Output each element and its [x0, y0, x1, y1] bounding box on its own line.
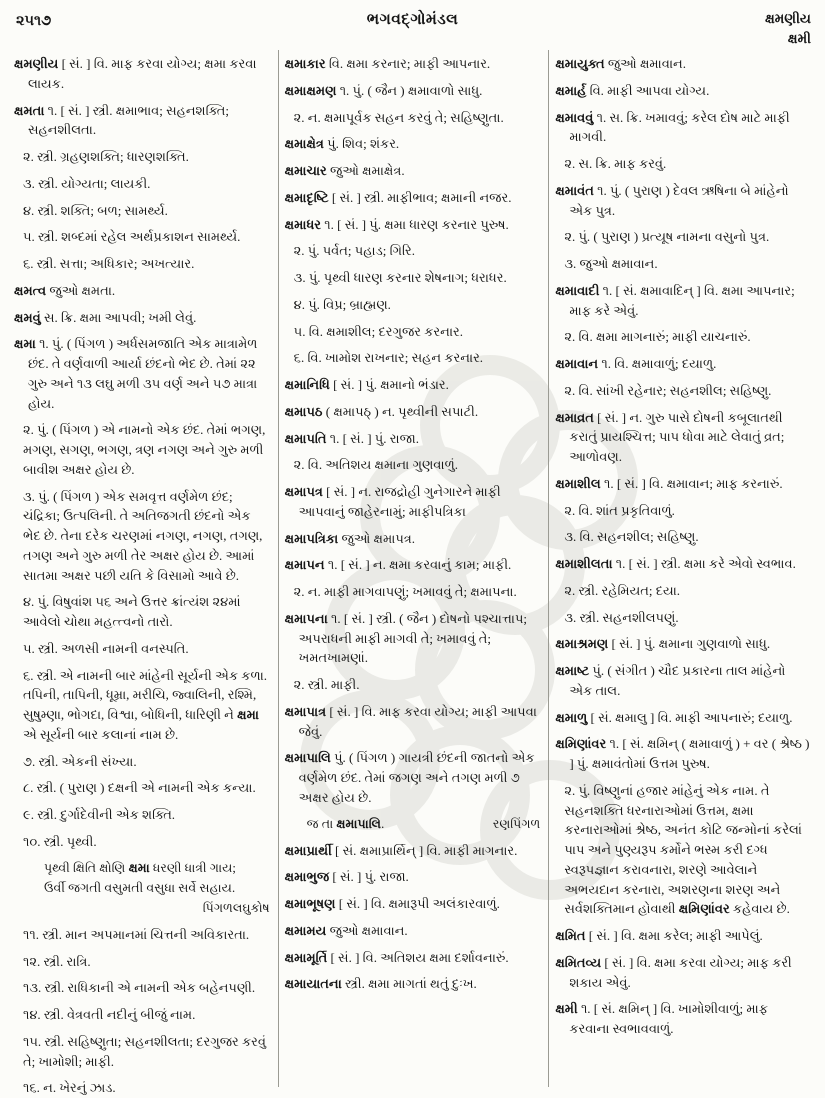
- dictionary-entry: ક્ષમાળુ [ સં. ક્ષમાલુ ] વિ. માફી આપનારું; દયાળુ.: [555, 709, 793, 725]
- sense-line: ૩. જુઓ ક્ષમાવાન.: [564, 256, 658, 271]
- headword: ક્ષમાશીલ: [555, 475, 601, 491]
- headword: ક્ષમાળુ: [555, 709, 588, 725]
- dictionary-entry: ક્ષમાચાર જુઓ ક્ષમાક્ષેત્ર.: [284, 163, 405, 178]
- sense-line: ૬. સ્ત્રી. સત્તા; અધિકાર; અખત્યાર.: [23, 256, 195, 271]
- sense-line: ૧૦. સ્ત્રી. પૃથ્વી.: [23, 833, 97, 849]
- dictionary-entry: ક્ષમિણાંવર ૧. [ સં. ક્ષમિન્ ( ક્ષમાવાળું ) + વર ( શ્રેષ્ઠ ) ] પું. ક્ષમાવંતોમાં ઉત્તમ પુરુષ.: [555, 736, 810, 771]
- dictionary-entry: ક્ષમાવંત ૧. પું. ( પુરાણ ) દેવલ ઋષિના બે માંહેનો એક પુત્ર.: [555, 182, 789, 218]
- dictionary-entry: ક્ષમાક્ષમણ ૧. પું. ( જૈન ) ક્ષમાવાળો સાધુ.: [284, 82, 483, 98]
- sense-line: ૨. વિ. શાંત પ્રકૃતિવાળું.: [564, 502, 675, 518]
- headword: ક્ષમાયુક્ત: [555, 56, 605, 71]
- dictionary-entry: ક્ષમવું સ. ક્રિ. ક્ષમા આપવી; ખમી લેવું.: [14, 309, 197, 325]
- headword: ક્ષમાશ્રમણ: [555, 636, 609, 652]
- sense-line: ૨. પું. પર્વત; પહાડ; ગિરિ.: [293, 243, 415, 259]
- dictionary-entry: ક્ષમાપના ૧. [ સં. ] સ્ત્રી. ( જૈન ) દોષનો પશ્ચાત્તાપ; અપરાધની માફી માગવી તે; ખમાવવું તે; ખમતખામણાં.: [284, 610, 527, 666]
- dictionary-entry: ક્ષમાયાતના સ્ત્રી. ક્ષમા માગતાં થતું દુઃખ.: [284, 976, 477, 992]
- dictionary-entry: ક્ષમાભૂષણ [ સં. ] વિ. ક્ષમારૂપી અલંકારવાળું.: [284, 896, 500, 912]
- guide-word-bottom: ક્ષમી: [787, 31, 811, 47]
- dictionary-entry: ક્ષમાવવું ૧. સ. ક્રિ. ખમાવવું; કરેલ દોષ માટે માફી માગવી.: [555, 109, 790, 145]
- sense-line: ૫. સ્ત્રી. અળસી નામની વનસ્પતિ.: [23, 640, 189, 656]
- sense-line: ૯. સ્ત્રી. દુર્ગાદેવીની એક શક્તિ.: [23, 807, 176, 822]
- sense-line: ૩. સ્ત્રી. યોગ્યતા; લાયકી.: [23, 175, 151, 191]
- dictionary-entry: ક્ષમાવાન ૧. વિ. ક્ષમાવાળું; દયાળુ.: [555, 356, 717, 371]
- dictionary-entry: ક્ષમાપાત્ર [ સં. ] વિ. માફ કરવા યોગ્ય; માફી આપવા જેવું.: [284, 703, 537, 739]
- guide-word-top: ક્ષમણીય: [764, 11, 811, 26]
- dictionary-entry: ક્ષમા ૧. પું. ( પિંગળ ) અર્ધસમજાતિ એક માત્રામેળ છંદ. તે વર્ણવાળી આર્યા છંદનો ભેદ છે. તેમાં ૨૨ ગુરુ અને ૧૩ લઘુ મળી ૩૫ વર્ણ અને ૫૭ માત્રા હોય.: [14, 336, 258, 411]
- sense-line: ૮. સ્ત્રી. ( પુરાણ ) દક્ષની એ નામની એક કન્યા.: [23, 780, 256, 796]
- sense-line: ૧૩. સ્ત્રી. રાધિકાની એ નામની એક બહેનપણી.: [23, 980, 256, 996]
- headword: ક્ષમાદૃષ્ટિ: [284, 189, 329, 205]
- column-1: [8, 50, 278, 1096]
- sense-line: ૨. ન. ક્ષમાપૂર્વક સહન કરવું તે; સહિષ્ણુતા.: [293, 109, 504, 125]
- sense-line: ૪. પું. વિષુવાંશ ૫૬ અને ઉત્તર ક્રાંત્યંશ ૨૪માં આવેલો ચોથા મહત્ત્વનો તારો.: [23, 594, 241, 629]
- guide-words: [765, 9, 811, 50]
- dictionary-entry: ક્ષમાદૃષ્ટિ [ સં. ] સ્ત્રી. માફીભાવ; ક્ષમાની નજર.: [284, 189, 512, 205]
- dictionary-entry: ક્ષમિત [ સં. ] વિ. ક્ષમા કરેલ; માફી આપેલું.: [555, 928, 763, 943]
- headword: ક્ષમાપત્રિકા: [284, 530, 339, 546]
- sense-line: ૪. પું. વિપ્ર; બ્રાહ્મણ.: [293, 296, 391, 312]
- verse-line: પૃથ્વી ક્ષિતિ ક્ષોણિ ક્ષમા ધરણી ધાત્રી ગાય;: [44, 860, 236, 875]
- headword: ક્ષમત્વ: [14, 282, 47, 298]
- headword: ક્ષમાપઠ: [284, 403, 323, 419]
- headword: ક્ષમાભૂષણ: [284, 896, 336, 912]
- headword: ક્ષમાશીલતા: [555, 556, 613, 571]
- headword: ક્ષમામૂર્તિ: [284, 949, 328, 965]
- headword: ક્ષમાચાર: [284, 163, 327, 178]
- dictionary-entry: ક્ષમાષ્ટ પું. ( સંગીત ) ચૌદ પ્રકારના તાલ માંહેનો એક તાલ.: [555, 663, 786, 698]
- sense-line: ૬. વિ. ખામોશ રાખનાર; સહન કરનાર.: [293, 350, 484, 366]
- dictionary-entry: ક્ષમાનિધિ [ સં. ] પું. ક્ષમાનો ભંડાર.: [284, 377, 449, 392]
- headword: ક્ષમાકાર: [284, 56, 326, 71]
- citation-source: રણપિંગળ: [492, 816, 541, 831]
- dictionary-entry: ક્ષમાપ્રાર્થી [ સં. ક્ષમાપ્રાર્થિન્ ] વિ. માફી માગનાર.: [284, 842, 518, 858]
- column-2: [278, 50, 549, 1087]
- headword: ક્ષમતા: [14, 102, 45, 118]
- dictionary-entry: ક્ષમાપઠ ( ક્ષમાપઠ્ ) ન. પૃથ્વીની સપાટી.: [284, 403, 479, 419]
- headword: ક્ષમાપતિ: [284, 430, 327, 446]
- sense-line: ૨. સ્ત્રી. ગ્રહણશક્તિ; ધારણશક્તિ.: [23, 149, 189, 164]
- headword: ક્ષમવું: [14, 309, 41, 325]
- headword: ક્ષમિત: [555, 928, 586, 943]
- dictionary-entry: ક્ષમામય જુઓ ક્ષમાવાન.: [284, 922, 408, 938]
- dictionary-entry: ક્ષમાધર ૧. [ સં. ] પું. ક્ષમા ધારણ કરનાર પુરુષ.: [284, 216, 509, 232]
- sense-line: ૬. સ્ત્રી. એ નામની બાર માંહેની સૂર્યની એક કળા. તપિની, તાપિની, ધૂમ્રા, મરીચિ, જ્વાલિની, રશ્મિ, સુષુમ્ણા, ભોગદા, વિશ્વા, બોધિની, ધારિણી ને ક્ષમા એ સૂર્યની બાર કલાનાં નામ છે.: [23, 667, 268, 742]
- sense-line: ૨. સ્ત્રી. રહેમિયત; દયા.: [564, 582, 681, 598]
- citation-scheme: જ તા ક્ષમાપાલિ.: [306, 816, 385, 831]
- dictionary-entry: ક્ષમાપન ૧. [ સં. ] ન. ક્ષમા કરવાનું કામ; માફી.: [284, 557, 512, 573]
- dictionary-entry: ક્ષમી ૧. [ સં. ક્ષમિન્ ] વિ. ખામોશીવાળું; માફ કરવાના સ્વભાવવાળું.: [555, 1001, 768, 1036]
- dictionary-entry: ક્ષમાભુજ [ સં. ] પું. રાજા.: [284, 869, 409, 885]
- sense-line: ૨. સ્ત્રી. માફી.: [293, 677, 360, 692]
- verse-line: ઉર્વી જગતી વસુમતી વસુધા સર્વે સહાય.: [44, 880, 236, 895]
- headword: ક્ષમિતવ્ય: [555, 954, 602, 970]
- sense-line: ૨. સ. ક્રિ. માફ કરવું.: [564, 156, 667, 171]
- headword: ક્ષમાપાત્ર: [284, 703, 327, 719]
- headword: ક્ષમાભુજ: [284, 869, 330, 885]
- attribution: પિંગળલઘુકોષ: [202, 900, 270, 915]
- dictionary-entry: ક્ષમાપતિ ૧. [ સં. ] પું. રાજા.: [284, 430, 419, 446]
- headword: ક્ષમાપાલિ: [284, 750, 331, 766]
- headword: ક્ષમાપના: [284, 610, 328, 626]
- sense-line: ૨. વિ. સાંખી રહેનાર; સહનશીલ; સહિષ્ણુ.: [564, 382, 772, 398]
- headword: ક્ષમા: [14, 336, 36, 352]
- dictionary-entry: ક્ષમાક્ષેત્ર પું. શિવ; શંકર.: [284, 136, 400, 152]
- dictionary-entry: ક્ષમાપાલિ પું. ( પિંગળ ) ગાયત્રી છંદની જાતનો એક વર્ણમેળ છંદ. તેમાં જગણ અને તગણ મળી ૭ અક્ષર હોય છે.: [284, 750, 535, 805]
- dictionary-entry: ક્ષમાપત્ર [ સં. ] ન. રાજદ્રોહી ગુનેગારને માફી આપવાનું જાહેરનામું; માફીપત્રિકા: [284, 484, 501, 519]
- sense-line: ૫. સ્ત્રી. શબ્દમાં રહેલ અર્થપ્રકાશન સામર્થ્ય.: [23, 229, 241, 245]
- sense-line: ૧૬. ન. ખેરનું ઝાડ.: [23, 1080, 116, 1096]
- headword: ક્ષમાષ્ટ: [555, 663, 590, 678]
- headword: ક્ષમાક્ષમણ: [284, 82, 337, 98]
- dictionary-entry: ક્ષમાયુક્ત જુઓ ક્ષમાવાન.: [555, 56, 686, 71]
- headword: ક્ષમાર્હ: [555, 82, 587, 98]
- dictionary-entry: ક્ષમાવાદી ૧. [ સં. ક્ષમાવાદિન્ ] વિ. ક્ષમા આપનાર; માફ કરે એવું.: [555, 282, 795, 318]
- dictionary-page-body: [8, 50, 819, 1096]
- headword: ક્ષમાવવું: [555, 109, 594, 125]
- sense-line: ૪. સ્ત્રી. શક્તિ; બળ; સામર્થ્ય.: [23, 202, 168, 218]
- sense-line: ૧૫. સ્ત્રી. સહિષ્ણુતા; સહનશીલતા; દરગુજર કરવું તે; ખામોશી; માફી.: [23, 1033, 267, 1069]
- headword: ક્ષમાપ્રાર્થી: [284, 842, 332, 858]
- headword: ક્ષમાધર: [284, 216, 321, 232]
- dictionary-entry: ક્ષમાપત્રિકા જુઓ ક્ષમાપત્ર.: [284, 530, 416, 546]
- headword: ક્ષમાવંત: [555, 182, 594, 198]
- column-3: [548, 50, 819, 1087]
- sense-line: ૨. ન. માફી માગવાપણું; ખમાવવું તે; ક્ષમાપના.: [293, 584, 517, 599]
- sense-line: ૨. પું. ( પુરાણ ) પ્રત્યૂષ નામના વસુનો પુત્ર.: [564, 229, 770, 245]
- dictionary-entry: ક્ષમાર્હ વિ. માફી આપવા યોગ્ય.: [555, 82, 710, 98]
- headword: ક્ષમાનિધિ: [284, 377, 330, 392]
- dictionary-entry: ક્ષમાકાર વિ. ક્ષમા કરનાર; માફી આપનાર.: [284, 56, 491, 71]
- sense-line: ૨. પું. વિષ્ણુનાં હજાર માંહેનું એક નામ. તે સહનશક્તિ ધરનારાઓમાં ઉત્તમ, ક્ષમા કરનારાઓમાં શ્રેષ્ઠ, અનંત કોટિ જન્મોનાં કરેલાં પાપ અને પુણ્યરૂપ કર્મોને ભસ્મ કરી દગ્ધ સ્વરૂપજ્ઞાન કરાવનારા, શરણે આવેલાને અભયદાન કરનારા, અશરણના શરણ અને સર્વશક્તિમાન હોવાથી ક્ષમિણાંવર કહેવાય છે.: [564, 782, 802, 917]
- sense-line: ૨. વિ. અતિશય ક્ષમાના ગુણવાળું.: [293, 457, 458, 473]
- sense-line: ૧૪. સ્ત્રી. વેત્રવતી નદીનું બીજું નામ.: [23, 1007, 196, 1023]
- headword: ક્ષમી: [555, 1001, 578, 1017]
- sense-line: ૩. પું. પૃથ્વી ધારણ કરનાર શેષનાગ; ધરાધર.: [293, 270, 507, 285]
- headword: ક્ષમાપત્ર: [284, 484, 323, 499]
- sense-line: ૧૨. સ્ત્રી. રાત્રિ.: [23, 953, 91, 969]
- headword: ક્ષમિણાંવર: [555, 736, 607, 752]
- headword: ક્ષમાવાદી: [555, 282, 600, 298]
- dictionary-entry: ક્ષમાશીલતા ૧. [ સં. ] સ્ત્રી. ક્ષમા કરે એવો સ્વભાવ.: [555, 556, 796, 571]
- headword: ક્ષમાવ્રત: [555, 409, 594, 425]
- sense-line: ૩. પું. ( પિંગળ ) એક સમવૃત્ત વર્ણમેળ છંદ; ચંદ્રિકા; ઉત્પલિની. તે અતિજગતી છંદનો એક ભેદ છે. તેના દરેક ચરણમાં નગણ, નગણ, તગણ, તગણ અને ગુરુ મળી તેર અક્ષર હોય છે. આમાં સાતમા અક્ષર પછી યતિ કે વિસામો આવે છે.: [23, 488, 263, 583]
- sense-line: ૩. સ્ત્રી. સહનશીલપણું.: [564, 609, 679, 625]
- dictionary-entry: ક્ષમિતવ્ય [ સં. ] વિ. ક્ષમા કરવા યોગ્ય; માફ કરી શકાય એવું.: [555, 954, 792, 990]
- dictionary-entry: ક્ષમતા ૧. [ સં. ] સ્ત્રી. ક્ષમાભાવ; સહનશક્તિ; સહનશીલતા.: [14, 102, 229, 138]
- headword: ક્ષમણીય: [14, 56, 59, 71]
- sense-line: ૩. વિ. સહનશીલ; સહિષ્ણુ.: [564, 529, 699, 545]
- dictionary-entry: ક્ષમણીય [ સં. ] વિ. માફ કરવા યોગ્ય; ક્ષમા કરવા લાયક.: [14, 56, 257, 91]
- dictionary-entry: ક્ષમાશ્રમણ [ સં. ] પું. ક્ષમાના ગુણવાળો સાધુ.: [555, 636, 771, 652]
- sense-line: ૨. વિ. ક્ષમા માગનારું; માફી યાચનારું.: [564, 329, 751, 345]
- sense-line: ૧૧. સ્ત્રી. માન અપમાનમાં ચિત્તની અવિકારતા.: [23, 926, 250, 942]
- headword: ક્ષમાક્ષેત્ર: [284, 136, 324, 152]
- page-title: ભગવદ્ગોમંડલ: [366, 11, 459, 28]
- dictionary-entry: ક્ષમત્વ જુઓ ક્ષમતા.: [14, 282, 116, 298]
- headword: ક્ષમામય: [284, 922, 327, 938]
- citation-line: [285, 815, 541, 834]
- headword: ક્ષમાયાતના: [284, 976, 342, 992]
- sense-line: ૫. વિ. ક્ષમાશીલ; દરગુજર કરનાર.: [293, 323, 463, 339]
- dictionary-entry: ક્ષમાવ્રત [ સં. ] ન. ગુરુ પાસે દોષની કબૂલાતથી કરાતું પ્રાયશ્ચિત્ત; પાપ ધોવા માટે લેવાતું વ્રત; આળોવણ.: [555, 409, 785, 464]
- headword: ક્ષમાપન: [284, 557, 325, 573]
- dictionary-entry: ક્ષમામૂર્તિ [ સં. ] વિ. અતિશય ક્ષમા દર્શાવનારું.: [284, 949, 509, 965]
- headword: ક્ષમાવાન: [555, 356, 599, 371]
- page-number: ૨૫૧૭: [16, 13, 52, 29]
- sense-line: ૭. સ્ત્રી. એકની સંખ્યા.: [23, 753, 137, 769]
- sense-line: ૨. પું. ( પિંગળ ) એ નામનો એક છંદ. તેમાં ભગણ, મગણ, સગણ, ભગણ, ત્રણ નગણ અને ગુરુ મળી બાવીશ અક્ષર હોય છે.: [23, 422, 266, 477]
- dictionary-entry: ક્ષમાશીલ ૧. [ સં. ] વિ. ક્ષમાવાન; માફ કરનારું.: [555, 475, 783, 491]
